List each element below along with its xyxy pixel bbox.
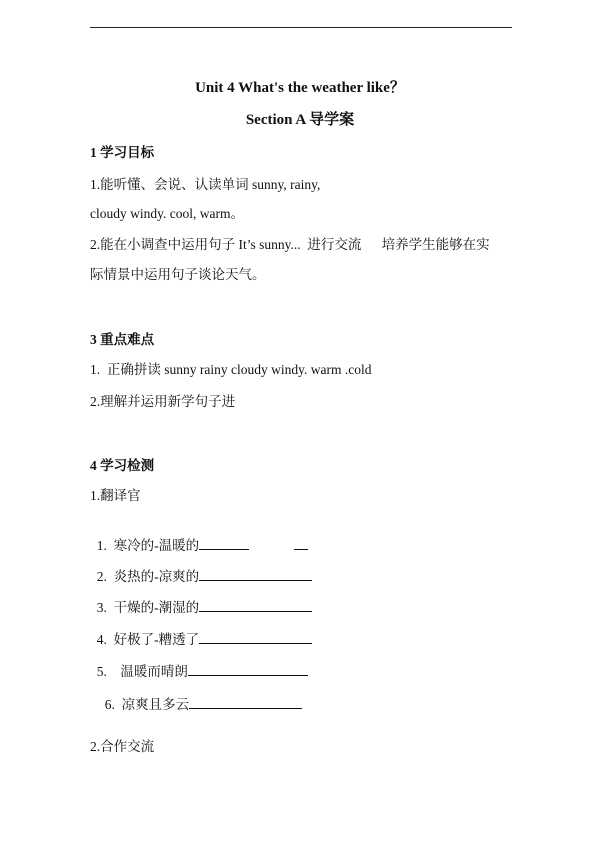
translation-item-label: 3. 干燥的-潮湿的 xyxy=(96,600,200,615)
subheading-translator: 1.翻译官 xyxy=(90,488,141,503)
top-rule xyxy=(90,27,512,28)
answer-blank xyxy=(199,630,312,644)
answer-blank xyxy=(199,598,312,612)
translation-item-label: 6. 凉爽且多云 xyxy=(104,697,190,712)
translation-item xyxy=(90,644,308,681)
translation-item-label: 5. 温暖而晴朗 xyxy=(96,664,188,679)
answer-blank xyxy=(188,662,308,676)
translation-item xyxy=(98,677,302,714)
answer-blank xyxy=(189,695,302,709)
answer-blank xyxy=(199,567,312,581)
key-point-line-2: 2.理解并运用新学句子进 xyxy=(90,394,236,409)
objective-line-3: 2.能在小调查中运用句子 It’s sunny... 进行交流 培养学生能够在实 xyxy=(90,237,490,252)
objective-line-1: 1.能听懂、会说、认读单词 sunny, rainy, xyxy=(90,177,321,192)
translation-item-label: 1. 寒冷的-温暖的 xyxy=(96,538,200,553)
answer-blank xyxy=(199,536,249,550)
translation-item-label: 4. 好极了-糟透了 xyxy=(96,632,200,647)
section-heading-assessment: 4 学习检测 xyxy=(90,458,155,473)
subheading-cooperation: 2.合作交流 xyxy=(90,739,155,754)
section-heading-objectives: 1 学习目标 xyxy=(90,145,155,160)
section-heading-key-points: 3 重点难点 xyxy=(90,332,155,347)
document-title: Unit 4 What's the weather like？ xyxy=(195,80,405,96)
key-point-line-1: 1. 正确拼读 sunny rainy cloudy windy. warm .cold xyxy=(90,362,372,377)
objective-line-4: 际情景中运用句子谈论天气。 xyxy=(90,267,266,282)
answer-blank xyxy=(294,536,308,550)
objective-line-2: cloudy windy. cool, warm。 xyxy=(90,206,244,221)
translation-item-label: 2. 炎热的-凉爽的 xyxy=(96,569,200,584)
document-subtitle: Section A 导学案 xyxy=(245,112,355,128)
